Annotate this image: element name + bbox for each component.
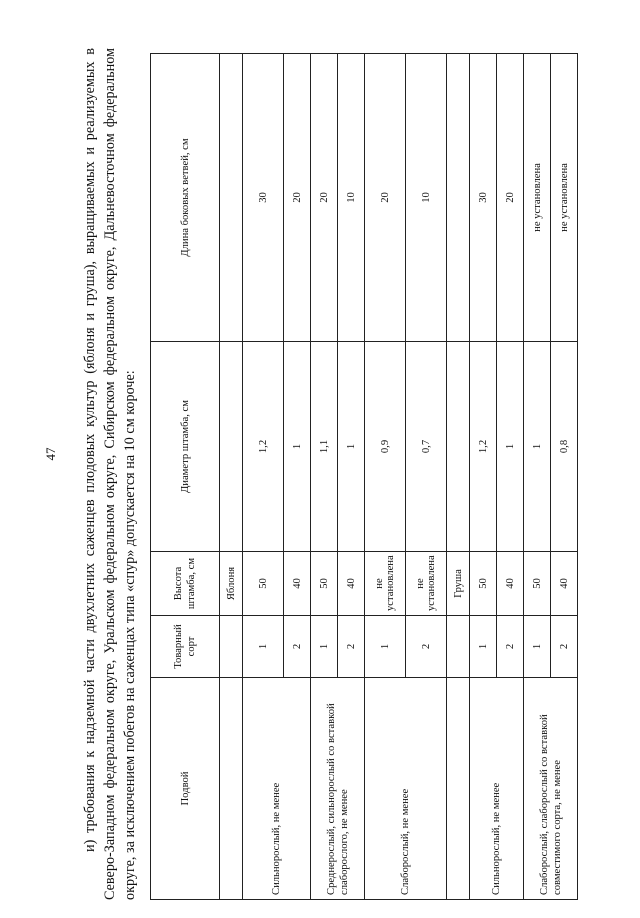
table-body — [220, 54, 578, 900]
table-row — [311, 54, 338, 900]
header-rootstock: Подвой — [151, 678, 220, 900]
stem-height-cell: 50 — [243, 552, 284, 616]
group-spacer — [220, 54, 243, 342]
rootstock-cell: Среднерослый, сильнорослый со вставкой слаборослого, не менее — [311, 678, 365, 900]
stem-diameter-cell: 1 — [497, 342, 524, 552]
stem-diameter-cell: 0,7 — [406, 342, 447, 552]
stem-diameter-cell: 1 — [524, 342, 551, 552]
table-row — [470, 54, 497, 900]
requirements-table — [150, 53, 578, 900]
stem-height-cell: 40 — [284, 552, 311, 616]
header-stem-height: Высота штамба, см — [151, 552, 220, 616]
group-spacer — [447, 54, 470, 342]
grade-cell: 2 — [284, 616, 311, 678]
grade-cell: 1 — [524, 616, 551, 678]
branch-length-cell: 30 — [243, 54, 284, 342]
intro-paragraph: и) требования к надземной части двухлетних саженцев плодовых культур (яблоня и груша), выращиваемых и реализуемых в Северо-Западном федеральном округе, Уральском федеральном округе, Сибирском федеральном округе, Дальневосточном федеральном округе, за исключением побегов на саженцах типа «спур» допускается на 10 см короче: — [82, 48, 138, 900]
stem-height-cell: 50 — [470, 552, 497, 616]
group-spacer — [220, 616, 243, 678]
table-row — [524, 54, 551, 900]
group-name: Груша — [447, 552, 470, 616]
branch-length-cell: 20 — [365, 54, 406, 342]
table-row — [365, 54, 406, 900]
grade-cell: 1 — [243, 616, 284, 678]
branch-length-cell: 10 — [338, 54, 365, 342]
stem-diameter-cell: 0,9 — [365, 342, 406, 552]
table-header-row — [151, 54, 220, 900]
stem-height-cell: 40 — [338, 552, 365, 616]
table-row — [243, 54, 284, 900]
grade-cell: 1 — [311, 616, 338, 678]
branch-length-cell: 30 — [470, 54, 497, 342]
grade-cell: 1 — [365, 616, 406, 678]
group-spacer — [447, 342, 470, 552]
rootstock-cell: Сильнорослый, не менее — [470, 678, 524, 900]
group-row — [447, 54, 470, 900]
stem-height-cell: 50 — [311, 552, 338, 616]
header-branch-length: Длина боковых ветвей, см — [151, 54, 220, 342]
branch-length-cell: не установлена — [524, 54, 551, 342]
grade-cell: 2 — [338, 616, 365, 678]
group-spacer — [220, 342, 243, 552]
group-spacer — [447, 678, 470, 900]
stem-height-cell: 40 — [497, 552, 524, 616]
group-spacer — [220, 678, 243, 900]
branch-length-cell: 20 — [284, 54, 311, 342]
stem-diameter-cell: 1,1 — [311, 342, 338, 552]
stem-height-cell: 40 — [551, 552, 578, 616]
branch-length-cell: не установлена — [551, 54, 578, 342]
branch-length-cell: 20 — [497, 54, 524, 342]
stem-height-cell: не установлена — [365, 552, 406, 616]
header-grade: Товарный сорт — [151, 616, 220, 678]
stem-diameter-cell: 1 — [338, 342, 365, 552]
branch-length-cell: 10 — [406, 54, 447, 342]
group-row — [220, 54, 243, 900]
header-stem-diameter: Диаметр штамба, см — [151, 342, 220, 552]
rootstock-cell: Слаборослый, слаборослый со вставкой совместимого сорта, не менее — [524, 678, 578, 900]
page-number: 47 — [43, 447, 58, 461]
stem-diameter-cell: 0,8 — [551, 342, 578, 552]
grade-cell: 2 — [497, 616, 524, 678]
rotated-content — [80, 40, 620, 900]
grade-cell: 1 — [470, 616, 497, 678]
rootstock-cell: Сильнорослый, не менее — [243, 678, 311, 900]
stem-diameter-cell: 1 — [284, 342, 311, 552]
rootstock-cell: Слаборослый, не менее — [365, 678, 447, 900]
stem-diameter-cell: 1,2 — [243, 342, 284, 552]
stem-height-cell: не установлена — [406, 552, 447, 616]
grade-cell: 2 — [406, 616, 447, 678]
grade-cell: 2 — [551, 616, 578, 678]
group-spacer — [447, 616, 470, 678]
stem-height-cell: 50 — [524, 552, 551, 616]
group-name: Яблоня — [220, 552, 243, 616]
branch-length-cell: 20 — [311, 54, 338, 342]
stem-diameter-cell: 1,2 — [470, 342, 497, 552]
